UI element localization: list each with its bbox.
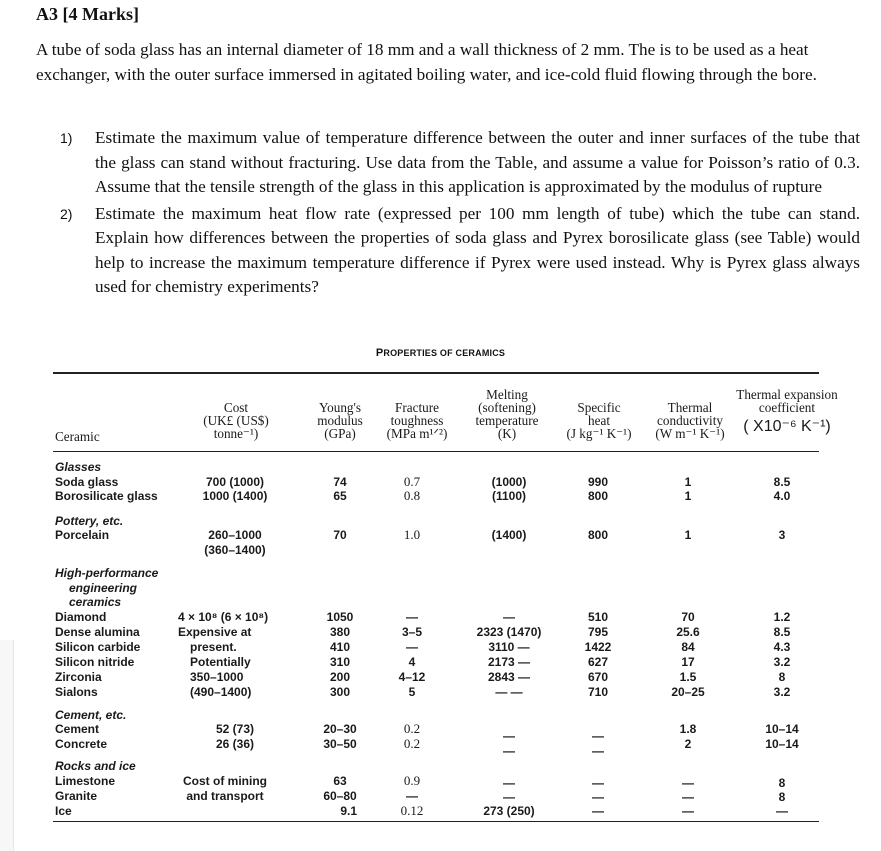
youngs-silicon-carbide: 410 bbox=[329, 640, 351, 654]
melting-dense-alumina: 2323 (1470) bbox=[476, 625, 542, 639]
table-title bbox=[0, 347, 881, 359]
specific-heat-diamond: 510 bbox=[587, 610, 609, 624]
header-specific-heat: Specific heat (J kg⁻¹ K⁻¹) bbox=[566, 400, 632, 441]
row-name-cement: Cement bbox=[55, 722, 100, 736]
table-top-rule bbox=[53, 372, 819, 374]
question-1 bbox=[60, 126, 860, 200]
row-name-borosilicate-glass: Borosilicate glass bbox=[55, 489, 158, 503]
specific-heat-zirconia: 670 bbox=[587, 670, 609, 684]
expansion-silicon-carbide: 4.3 bbox=[773, 640, 791, 654]
youngs-ice: 9.1 bbox=[340, 804, 357, 818]
cost-soda-glass: 700 (1000) bbox=[205, 475, 265, 489]
row-name-dense-alumina: Dense alumina bbox=[55, 625, 140, 639]
conductivity-diamond: 70 bbox=[681, 610, 695, 624]
cost-borosilicate-glass: 1000 (1400) bbox=[202, 489, 268, 503]
specific-heat-cement: — bbox=[592, 729, 604, 743]
toughness-dense-alumina: 3–5 bbox=[401, 625, 423, 639]
toughness-silicon-carbide: — bbox=[406, 640, 418, 654]
conductivity-silicon-carbide: 84 bbox=[681, 640, 695, 654]
header-fracture-toughness: Fracture toughness (MPa m¹ᐟ²) bbox=[386, 400, 448, 441]
specific-heat-limestone: — bbox=[592, 776, 604, 790]
melting-borosilicate-glass: (1100) bbox=[491, 489, 527, 503]
toughness-silicon-nitride: 4 bbox=[408, 655, 416, 669]
youngs-silicon-nitride: 310 bbox=[329, 655, 351, 669]
cost-concrete: 26 (36) bbox=[215, 737, 255, 751]
conductivity-sialons: 20–25 bbox=[671, 685, 705, 699]
row-name-soda-glass: Soda glass bbox=[55, 475, 119, 489]
row-name-limestone: Limestone bbox=[55, 774, 116, 788]
youngs-dense-alumina: 380 bbox=[329, 625, 351, 639]
header-youngs-modulus: Young's modulus (GPa) bbox=[317, 400, 363, 441]
melting-soda-glass: (1000) bbox=[491, 475, 527, 489]
row-name-silicon-nitride: Silicon nitride bbox=[55, 655, 135, 669]
header-ceramic: Ceramic bbox=[55, 429, 100, 444]
conductivity-porcelain: 1 bbox=[684, 528, 692, 542]
melting-concrete: — bbox=[503, 744, 515, 758]
conductivity-soda-glass: 1 bbox=[684, 475, 692, 489]
melting-porcelain: (1400) bbox=[491, 528, 527, 542]
toughness-diamond: — bbox=[406, 610, 418, 624]
expansion-cement: 10–14 bbox=[765, 722, 799, 736]
melting-cement: — bbox=[503, 729, 515, 743]
youngs-borosilicate-glass: 65 bbox=[333, 489, 347, 503]
toughness-borosilicate-glass: 0.8 bbox=[403, 488, 421, 503]
specific-heat-sialons: 710 bbox=[587, 685, 609, 699]
group-rocks-ice: Rocks and ice bbox=[55, 759, 136, 773]
youngs-soda-glass: 74 bbox=[333, 475, 347, 489]
group-high-performance: High-performance engineering ceramics bbox=[55, 566, 159, 609]
cost-porcelain: 260–1000 (360–1400) bbox=[204, 528, 266, 557]
header-melting-temperature: Melting (softening) temperature (K) bbox=[475, 387, 539, 441]
specific-heat-silicon-nitride: 627 bbox=[587, 655, 609, 669]
toughness-ice: 0.12 bbox=[400, 803, 424, 818]
question-2 bbox=[60, 202, 860, 300]
conductivity-borosilicate-glass: 1 bbox=[684, 489, 692, 503]
expansion-zirconia: 8 bbox=[778, 670, 786, 684]
toughness-concrete: 0.2 bbox=[403, 736, 421, 751]
youngs-cement: 20–30 bbox=[323, 722, 357, 736]
melting-sialons: — — bbox=[495, 685, 523, 699]
row-name-zirconia: Zirconia bbox=[55, 670, 102, 684]
row-name-silicon-carbide: Silicon carbide bbox=[55, 640, 141, 654]
header-thermal-conductivity: Thermal conductivity (W m⁻¹ K⁻¹) bbox=[655, 400, 725, 441]
cost-dense-alumina: Expensive at bbox=[178, 625, 252, 639]
toughness-cement: 0.2 bbox=[403, 721, 421, 736]
youngs-sialons: 300 bbox=[329, 685, 351, 699]
melting-silicon-carbide: 3110 — bbox=[488, 640, 530, 654]
expansion-limestone: 8 bbox=[778, 776, 786, 790]
header-cost: Cost (UK£ (US$) tonne⁻¹) bbox=[203, 400, 269, 441]
youngs-diamond: 1050 bbox=[326, 610, 354, 624]
question-heading: A3 [4 Marks] bbox=[36, 4, 139, 24]
toughness-limestone: 0.9 bbox=[403, 773, 421, 788]
row-name-diamond: Diamond bbox=[55, 610, 107, 624]
melting-silicon-nitride: 2173 — bbox=[487, 655, 531, 669]
youngs-zirconia: 200 bbox=[329, 670, 351, 684]
specific-heat-granite: — bbox=[592, 790, 604, 804]
youngs-granite: 60–80 bbox=[323, 789, 357, 803]
question-2-number: 2) bbox=[60, 205, 73, 222]
row-name-granite: Granite bbox=[55, 789, 98, 803]
expansion-diamond: 1.2 bbox=[773, 610, 791, 624]
cost-silicon-nitride: Potentially bbox=[190, 655, 251, 669]
cost-granite: and transport bbox=[186, 789, 264, 803]
specific-heat-silicon-carbide: 1422 bbox=[584, 640, 612, 654]
intro-paragraph: A tube of soda glass has an internal diameter of 18 mm and a wall thickness of 2 mm. The is to be used as a heat exchanger, with the outer surface immersed in agitated boiling water, and ice-cold fluid flowing through the bore. bbox=[36, 40, 817, 84]
expansion-sialons: 3.2 bbox=[773, 685, 791, 699]
conductivity-zirconia: 1.5 bbox=[679, 670, 697, 684]
youngs-limestone: 63 bbox=[333, 774, 347, 788]
melting-granite: — bbox=[503, 790, 515, 804]
group-cement: Cement, etc. bbox=[55, 708, 127, 722]
conductivity-cement: 1.8 bbox=[679, 722, 697, 736]
row-name-sialons: Sialons bbox=[55, 685, 98, 699]
specific-heat-concrete: — bbox=[592, 744, 604, 758]
expansion-ice: — bbox=[776, 804, 788, 818]
table-title-initial: P bbox=[375, 347, 384, 359]
cost-limestone: Cost of mining bbox=[183, 774, 267, 788]
row-name-porcelain: Porcelain bbox=[55, 528, 110, 542]
melting-ice: 273 (250) bbox=[483, 804, 535, 818]
toughness-soda-glass: 0.7 bbox=[403, 474, 421, 489]
melting-limestone: — bbox=[503, 776, 515, 790]
expansion-soda-glass: 8.5 bbox=[773, 475, 791, 489]
expansion-granite: 8 bbox=[778, 790, 786, 804]
conductivity-ice: — bbox=[682, 804, 694, 818]
cost-zirconia: 350–1000 bbox=[190, 670, 244, 684]
conductivity-dense-alumina: 25.6 bbox=[676, 625, 700, 639]
conductivity-granite: — bbox=[682, 790, 694, 804]
melting-zirconia: 2843 — bbox=[487, 670, 531, 684]
specific-heat-ice: — bbox=[592, 804, 604, 818]
conductivity-silicon-nitride: 17 bbox=[681, 655, 695, 669]
question-1-number: 1) bbox=[60, 130, 73, 146]
header-thermal-expansion: Thermal expansion coefficient ( X10⁻⁶ K⁻¹) bbox=[736, 387, 838, 435]
youngs-porcelain: 70 bbox=[333, 528, 347, 542]
row-name-concrete: Concrete bbox=[55, 737, 108, 751]
toughness-zirconia: 4–12 bbox=[398, 670, 426, 684]
left-edge-strip bbox=[0, 640, 14, 851]
specific-heat-borosilicate-glass: 800 bbox=[587, 489, 609, 503]
toughness-granite: — bbox=[406, 789, 418, 803]
question-1-text: Estimate the maximum value of temperature difference between the outer and inner surfaces of the tube that the glass can stand without fracturing. Use data from the Table, and assume a value for Poisson’s ratio of 0.3. Assume that the tensile strength of the glass in this application is approximated by the modulus of rupture bbox=[95, 128, 860, 196]
specific-heat-dense-alumina: 795 bbox=[587, 625, 609, 639]
expansion-dense-alumina: 8.5 bbox=[773, 625, 791, 639]
specific-heat-soda-glass: 990 bbox=[587, 475, 609, 489]
expansion-borosilicate-glass: 4.0 bbox=[773, 489, 791, 503]
row-name-ice: Ice bbox=[55, 804, 72, 818]
expansion-concrete: 10–14 bbox=[765, 737, 799, 751]
melting-diamond: — bbox=[503, 610, 515, 624]
specific-heat-porcelain: 800 bbox=[587, 528, 609, 542]
conductivity-concrete: 2 bbox=[684, 737, 692, 751]
conductivity-limestone: — bbox=[682, 776, 694, 790]
table-bottom-rule bbox=[53, 821, 819, 822]
table-header-rule bbox=[53, 451, 819, 452]
cost-cement: 52 (73) bbox=[215, 722, 255, 736]
table-title-rest: ROPERTIES OF CERAMICS bbox=[383, 348, 506, 358]
toughness-porcelain: 1.0 bbox=[403, 527, 421, 542]
question-2-text: Estimate the maximum heat flow rate (expressed per 100 mm length of tube) which the tube can stand. Explain how differences between the properties of soda glass and Pyrex borosilicate glass (see Table) would help to increase the maximum temperature difference if Pyrex were used instead. Why is Pyrex glass always used for chemistry experiments? bbox=[95, 203, 860, 296]
toughness-sialons: 5 bbox=[408, 685, 416, 699]
group-glasses: Glasses bbox=[55, 460, 102, 474]
cost-sialons: (490–1400) bbox=[190, 685, 252, 699]
youngs-concrete: 30–50 bbox=[323, 737, 357, 751]
cost-diamond: 4 × 10⁸ (6 × 10⁸) bbox=[178, 610, 269, 624]
question-list bbox=[60, 126, 860, 302]
expansion-silicon-nitride: 3.2 bbox=[773, 655, 791, 669]
group-pottery: Pottery, etc. bbox=[55, 514, 124, 528]
cost-silicon-carbide: present. bbox=[190, 640, 237, 654]
expansion-porcelain: 3 bbox=[778, 528, 786, 542]
